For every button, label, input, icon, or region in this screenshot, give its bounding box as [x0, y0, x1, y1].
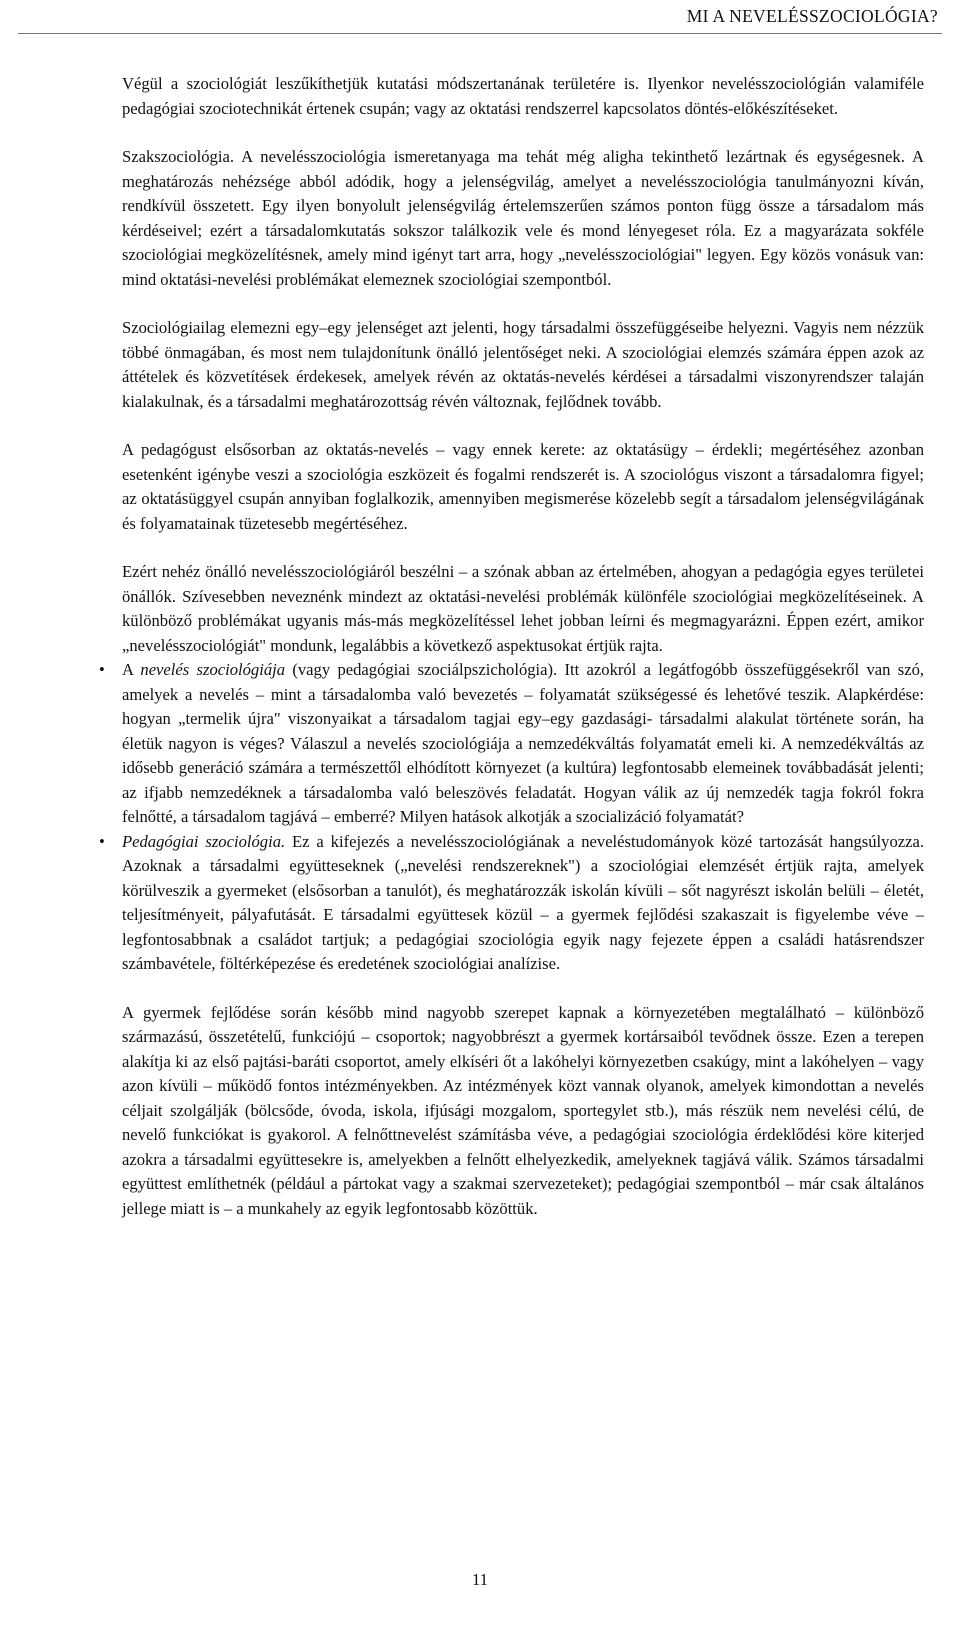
- list-item-text: (vagy pedagógiai szociálpszichológia). Itt azokról a legátfogóbb összefüggésekről van szó, amelyek a nevelés – mint a társadalomba való bevezetés – folyamatát szükségessé és lehetővé teszik. Alapkérdése: hogyan „termelik újra" viszonyaikat a társadalom tagjai egy–egy gazdasági- társadalmi alakulat története során, ha életük nagyon is véges? Válaszul a nevelés szociológiája a nemzedékváltás folyamatát emeli ki. A nemzedékváltás az idősebb generáció számára a természettől elhódított környezet (a kultúra) legfontosabb elemeinek továbbadását jelenti; az ifjabb nemzedéknek a társadalomba való beleszövés feladatát. Hogyan válik az új nemzedék tagja fokról fokra felnőtté, a társadalom tagjává – emberré? Milyen hatások alkotják a szocializáció folyamatát?: [122, 660, 925, 826]
- aspect-list: [99, 658, 925, 977]
- list-item: [99, 658, 925, 830]
- page-number: 11: [471, 1570, 489, 1589]
- paragraph-3: Szociológiailag elemezni egy–egy jelenséget azt jelenti, hogy társadalmi összefüggéseibe helyezni. Vagyis nem nézzük többé önmagában, és most nem tulajdonítunk önálló jelentőséget neki. A szociológiai elemzés számára éppen azok az áttételek és közvetítések érdekesek, amelyek révén az oktatás-nevelés kérdései a társadalmi viszonyrendszer talaján kialakulnak, és a társadalmi meghatározottság révén változnak, fejlődnek tovább.: [122, 318, 924, 411]
- bullet-marker: •: [99, 831, 105, 851]
- running-title: MI A NEVELÉSSZOCIOLÓGIA?: [686, 6, 938, 26]
- page-header: [0, 0, 960, 36]
- paragraph-2: Szakszociológia. A nevelésszociológia ismeretanyaga ma tehát még aligha tekinthető lezártnak és egységesnek. A meghatározás nehézsége abból adódik, hogy a jelenségvilág, amelyet a nevelésszociológia tanulmányozni kíván, rendkívül összetett. Egy ilyen bonyolult jelenségvilág értelemszerűen számos ponton függ össze a társadalom más kérdéseivel; ezért a társadalomkutatás sokszor találkozik vele és mond lényegeset róla. Ez a magyarázata sokféle szociológiai megközelítésnek, amely mind igényt tart arra, hogy „nevelésszociológiai" legyen. Egy közös vonásuk van: mind oktatási-nevelési problémákat elemeznek szociológiai szempontból.: [122, 147, 924, 289]
- list-item-lead: A: [122, 660, 141, 679]
- list-item-emphasis: Pedagógiai szociológia.: [122, 831, 286, 851]
- page-content: [99, 72, 925, 1245]
- paragraph-5: Ezért nehéz önálló nevelésszociológiáról beszélni – a szónak abban az értelmében, ahogyan a pedagógia egyes területei önállók. Szívesebben neveznénk mindezt az oktatási-nevelési problémák különféle szociológiai megközelítéseinek. A különböző problémákat ugyanis más-más megközelítéssel lehet jobban leírni és megmagyarázni. Éppen ezért, amikor „nevelésszociológiát" mondunk, legalábbis a következő aspektusokat értjük rajta.: [122, 562, 924, 655]
- list-item-text: Ez a kifejezés a nevelésszociológiának a neveléstudományok közé tartozását hangsúlyozza. Azoknak a társadalmi együtteseknek („nevelési rendszereknek") a szociológiai elemzését értjük rajta, amelyek körülveszik a gyermeket (elsősorban a tanulót), és meghatározzák iskolán kívüli – sőt nagyrészt iskolán belüli – életét, teljesítményeit, pályafutását. E társadalmi együttesek közül – a gyermek fejlődési szakaszait is figyelembe véve – legfontosabbnak a családot tartjuk; a pedagógiai szociológia egyik nagy fejezete éppen a családi hatásrendszer számbavétele, föltérképezése és eredetének szociológiai analízise.: [122, 831, 924, 973]
- paragraph-4: A pedagógust elsősorban az oktatás-nevelés – vagy ennek kerete: az oktatásügy – érdekli; megértéséhez azonban esetenként igénybe veszi a szociológia eszközeit és fogalmi rendszerét is. A szociológus viszont a társadalomra figyel; az oktatásüggyel csupán annyiban foglalkozik, amennyiben megismerése közelebb segít a társadalom jelenségvilágának és folyamatainak tüzetesebb megértéséhez.: [122, 440, 924, 533]
- paragraph-6: A gyermek fejlődése során később mind nagyobb szerepet kapnak a környezetében megtalálható – különböző származású, összetételű, funkciójú – csoportok; nagyobbrészt a gyermek kortársaiból tevődnek össze. Ezen a terepen alakítja ki az első pajtási-baráti csoportot, amely elkíséri őt a lakóhelyi környezetben csakúgy, mint a lakóhelyen – vagy azon kívüli – működő fontos intézményekben. Az intézmények közt vannak olyanok, amelyek kimondottan a nevelés céljait szolgálják (bölcsőde, óvoda, iskola, ifjúsági mozgalom, sportegylet stb.), más részük nem nevelési célú, de nevelő funkciókat is gyakorol. A felnőttnevelést számításba véve, a pedagógiai szociológia érdeklődési köre kiterjed azokra a társadalmi együttesekre is, amelyekben a felnőtt elhelyezkedik, amelyeknek tagjává válik. Számos társadalmi együttest említhetnék (például a pártokat vagy a szakmai szervezeteket); pedagógiai szempontból – már csak általános jellege miatt is – a munkahely az egyik legfontosabb közöttük.: [122, 1002, 924, 1218]
- bullet-marker: •: [99, 660, 105, 679]
- list-item: [99, 830, 924, 977]
- paragraph-1: Végül a szociológiát leszűkíthetjük kutatási módszertanának területére is. Ilyenkor nevelésszociológián valamiféle pedagógiai szociotechnikát értenek csupán; vagy az oktatási rendszerrel kapcsolatos döntés-előkészítéseket.: [122, 74, 924, 118]
- header-rule: [18, 33, 942, 34]
- list-item-emphasis: nevelés szociológiája: [140, 660, 286, 679]
